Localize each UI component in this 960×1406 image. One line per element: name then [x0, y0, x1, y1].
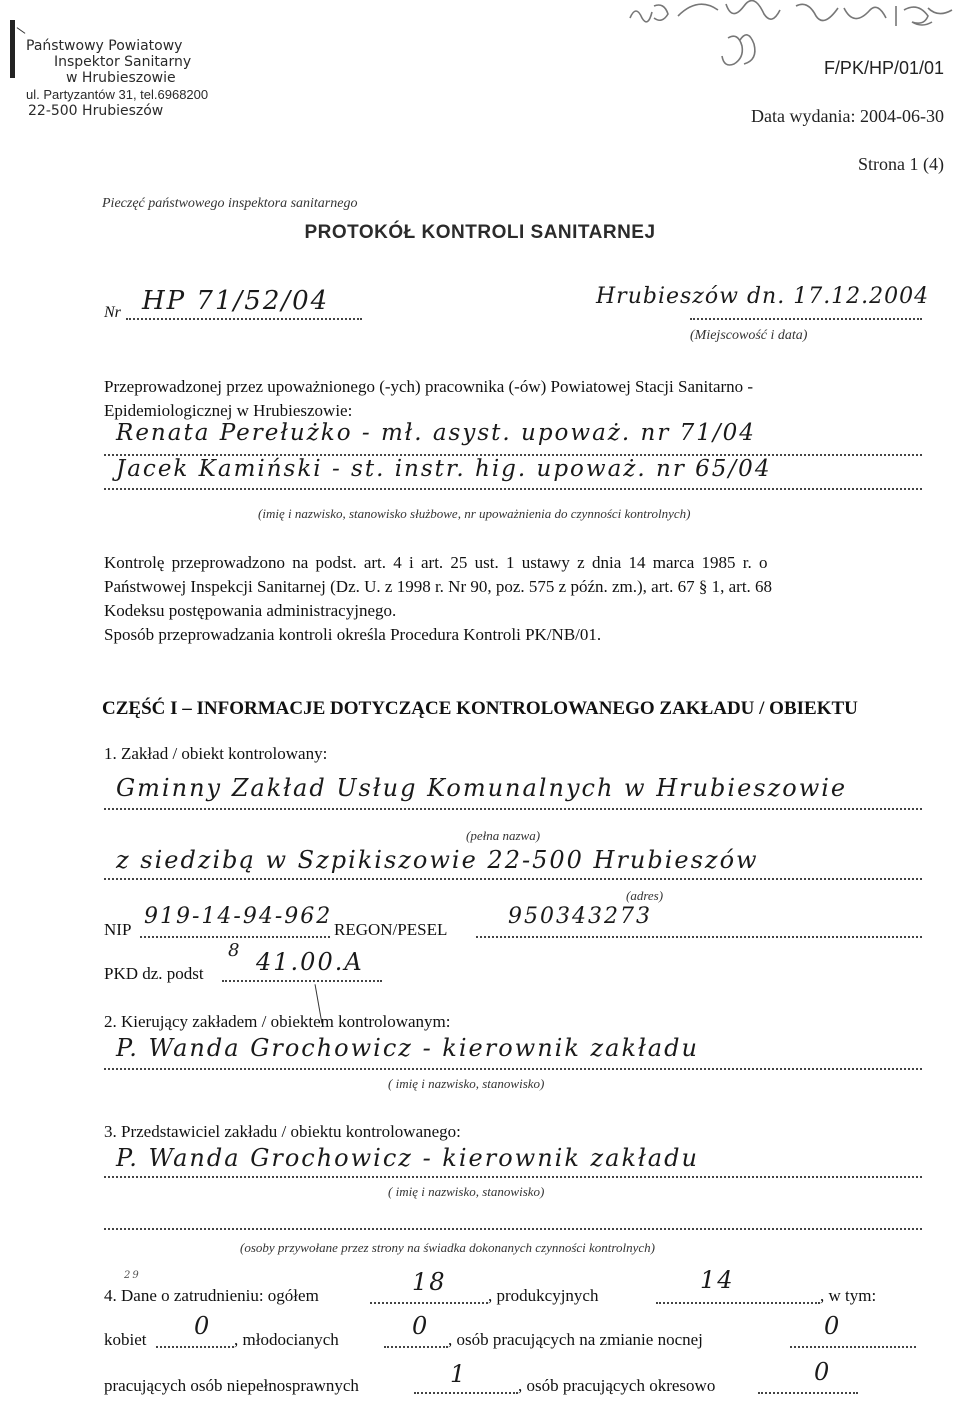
seasonal-dotline	[758, 1392, 858, 1394]
pkd-prefix: 8	[228, 940, 242, 961]
inspector2-dotline	[104, 488, 922, 490]
night-shift-label: , osób pracujących na zmianie nocnej	[448, 1330, 703, 1349]
q2-caption: ( imię i nazwisko, stanowisko)	[388, 1076, 545, 1091]
seasonal-label: , osób pracujących okresowo	[518, 1376, 716, 1395]
legal-line-3: Kodeksu postępowania administracyjnego.	[104, 601, 397, 620]
q4-label: 4. Dane o zatrudnieniu: ogółem	[104, 1286, 319, 1305]
number-label: Nr	[104, 304, 121, 321]
pkd-dotline	[222, 980, 382, 982]
nip-dotline	[140, 936, 330, 938]
women-label: kobiet	[104, 1330, 147, 1349]
q1-name-value: Gminny Zakład Usług Komunalnych w Hrubieszowie	[116, 774, 848, 802]
q3-value: P. Wanda Grochowicz - kierownik zakładu	[116, 1144, 699, 1172]
stamp-line-1: Państwowy Powiatowy	[26, 38, 183, 54]
stamp-dash	[17, 27, 26, 34]
q1-label: 1. Zakład / obiekt kontrolowany:	[104, 744, 328, 763]
issue-date: Data wydania: 2004-06-30	[751, 106, 944, 126]
seasonal-value: 0	[814, 1358, 832, 1386]
q2-value: P. Wanda Grochowicz - kierownik zakładu	[116, 1034, 699, 1062]
juveniles-label: , młodocianych	[234, 1330, 339, 1349]
stamp-line-4: ul. Partyzantów 31, tel.6968200	[26, 87, 209, 102]
q4-total-dotline	[370, 1302, 488, 1304]
number-dotline	[126, 318, 362, 320]
place-date-caption: (Miejscowość i data)	[690, 328, 808, 343]
place-date-dotline	[690, 318, 922, 320]
q3-label: 3. Przedstawiciel zakładu / obiektu kontrolowanego:	[104, 1122, 461, 1141]
legal-line-2: Państwowej Inspekcji Sanitarnej (Dz. U. z 1998 r. Nr 90, poz. 575 z późn. zm.), art. 67 § 1, art. 68	[104, 577, 773, 596]
q2-label: 2. Kierujący zakładem / obiektem kontrolowanym:	[104, 1012, 451, 1031]
q1-address-value: z siedzibą w Szpikiszowie 22-500 Hrubieszów	[116, 846, 759, 874]
q1-name-caption: (pełna nazwa)	[466, 828, 541, 843]
nip-value: 919-14-94-962	[144, 904, 333, 929]
q4-including-label: , w tym:	[820, 1286, 877, 1305]
inspectors-caption: (imię i nazwisko, stanowisko służbowe, nr upoważnienia do czynności kontrolnych)	[258, 506, 691, 521]
nip-label: NIP	[104, 920, 132, 939]
regon-value: 950343273	[508, 904, 652, 929]
q1-name-dotline	[104, 808, 922, 810]
q4-form-small-number: 29	[124, 1270, 141, 1281]
stamp-line-3: w Hrubieszowie	[66, 70, 176, 86]
stamp-line-2: Inspektor Sanitarny	[54, 54, 192, 70]
witness-dotline	[104, 1228, 922, 1230]
stamp-caption: Pieczęć państwowego inspektora sanitarnego	[102, 196, 358, 211]
document-title: PROTOKÓŁ KONTROLI SANITARNEJ	[304, 222, 656, 243]
q3-dotline	[104, 1176, 922, 1178]
night-shift-dotline	[790, 1346, 916, 1348]
inspector2-value: Jacek Kamiński - st. instr. hig. upoważ. nr 65/04	[116, 456, 772, 482]
q1-address-dotline	[104, 878, 922, 880]
disabled-value: 1	[450, 1360, 468, 1388]
juveniles-dotline	[384, 1346, 448, 1348]
inspectors-intro-1: Przeprowadzonej przez upoważnionego (-ych) pracownika (-ów) Powiatowej Stacji Sanitarno -	[104, 377, 754, 396]
section-1-title: CZĘŚĆ I – INFORMACJE DOTYCZĄCE KONTROLOWANEGO ZAKŁADU / OBIEKTU	[102, 698, 858, 719]
inspector-stamp	[26, 38, 208, 119]
disabled-label: pracujących osób niepełnosprawnych	[104, 1376, 359, 1395]
regon-label: REGON/PESEL	[334, 920, 448, 939]
q4-production-value: 14	[700, 1266, 735, 1294]
disabled-dotline	[414, 1392, 518, 1394]
women-value: 0	[194, 1312, 212, 1340]
q3-caption: ( imię i nazwisko, stanowisko)	[388, 1184, 545, 1199]
women-dotline	[156, 1346, 234, 1348]
q2-dotline	[104, 1068, 922, 1070]
juveniles-value: 0	[412, 1312, 430, 1340]
witness-caption: (osoby przywołane przez strony na świadka dokonanych czynności kontrolnych)	[240, 1240, 655, 1255]
pkd-value: 41.00.A	[256, 948, 364, 976]
protocol-number: HP 71/52/04	[142, 286, 330, 316]
legal-line-1: Kontrolę przeprowadzono na podst. art. 4 i art. 25 ust. 1 ustawy z dnia 14 marca 1985 r. o	[104, 553, 768, 572]
q4-total-value: 18	[412, 1268, 447, 1296]
page-number: Strona 1 (4)	[858, 154, 944, 174]
q4-production-dotline	[656, 1302, 820, 1304]
form-code: F/PK/HP/01/01	[823, 58, 944, 78]
inspector1-value: Renata Perełużko - mł. asyst. upoważ. nr 71/04	[116, 420, 756, 446]
place-date-value: Hrubieszów dn. 17.12.2004	[596, 284, 930, 309]
q1-address-caption: (adres)	[626, 888, 664, 903]
regon-dotline	[476, 936, 922, 938]
pkd-label: PKD dz. podst	[104, 964, 204, 983]
legal-line-4: Sposób przeprowadzania kontroli określa Procedura Kontroli PK/NB/01.	[104, 625, 602, 644]
stamp-line-5: 22-500 Hrubieszów	[28, 103, 164, 119]
q4-production-label: , produkcyjnych	[488, 1286, 599, 1305]
stamp-bar	[10, 20, 15, 78]
inspectors-intro-2: Epidemiologicznej w Hrubieszowie:	[104, 401, 353, 420]
night-shift-value: 0	[824, 1312, 842, 1340]
